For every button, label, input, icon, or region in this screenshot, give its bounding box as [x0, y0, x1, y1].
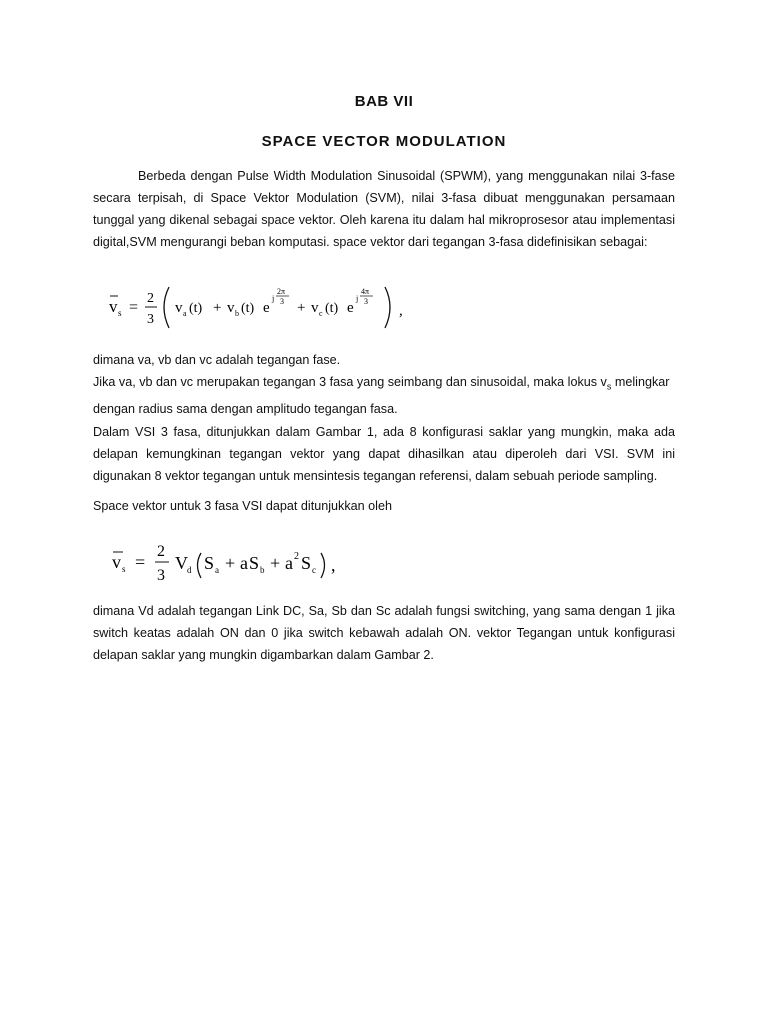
exp2-j: j [356, 294, 359, 303]
term-vc-arg: (t) [325, 301, 339, 316]
lhs-var: v [109, 297, 118, 316]
chapter-heading: BAB VII [354, 93, 414, 110]
exp-base-2: e [347, 300, 354, 316]
eq2-plus-2: + [270, 553, 281, 573]
term-vb-arg: (t) [241, 301, 255, 316]
eq2-sc-sub: c [312, 565, 316, 575]
eq2-lhs-var: v [112, 552, 121, 572]
eq2-trailing-comma: , [331, 555, 336, 575]
eq2-vd-sub: d [187, 565, 192, 575]
exp-base-1: e [263, 300, 270, 316]
paragraph-vsi-configs: Dalam VSI 3 fasa, ditunjukkan dalam Gambar 1, ada 8 konfigurasi saklar yang mungkin, maka ada delapan kemungkinan tegangan vektor yang dapat dihasilkan atau diperoleh dari VSI. SVM ini digunakan 8 vektor tegangan untuk mensintesis tegangan referensi, dalam sebuah periode sampling. [93, 425, 675, 483]
term-vb-sub: b [235, 309, 239, 318]
eq2-vd: V [175, 553, 188, 573]
trailing-comma: , [399, 303, 403, 319]
right-paren [385, 287, 390, 328]
eq2-sb-sub: b [260, 565, 265, 575]
exp2-den: 3 [364, 297, 368, 306]
eq2-lhs-sub: s [122, 564, 126, 574]
paragraph-phase-voltage-line1: dimana va, vb dan vc adalah tegangan fase. [93, 353, 341, 367]
locus-text-post: melingkar dengan radius sama dengan amplitudo tegangan fasa. [93, 375, 670, 416]
eq2-sa-sub: a [215, 565, 219, 575]
locus-sub: s [606, 381, 612, 392]
frac-den: 3 [147, 312, 154, 327]
term-vc: v [311, 300, 319, 316]
eq2-a2: a [285, 553, 293, 573]
eq2-frac-den: 3 [157, 567, 165, 584]
locus-text-pre: Jika va, vb dan vc merupakan tegangan 3 fasa yang seimbang dan sinusoidal, maka lokus v [93, 375, 607, 389]
equation-2-svg [105, 535, 375, 587]
exp2-num: 4π [361, 287, 370, 296]
plus-1: + [213, 300, 222, 316]
eq2-right-paren [321, 553, 325, 578]
frac-num: 2 [147, 291, 154, 306]
paragraph-phase-voltage [93, 349, 675, 420]
eq2-a2-sup: 2 [294, 551, 299, 562]
eq2-sc: S [301, 553, 312, 573]
eq2-frac-num: 2 [157, 543, 165, 560]
paragraph-intro: Berbeda dengan Pulse Width Modulation Sinusoidal (SPWM), yang menggunakan nilai 3-fase secara terpisah, di Space Vektor Modulation (SVM), nilai 3-fasa dibuat menggunakan persamaan tunggal yang dikenal sebagai space vektor. Oleh karena itu dalam hal mikroprosesor atau implementasi digital,SVM mengurangi beban komputasi. space vektor dari tegangan 3-fasa didefinisikan sebagai: [93, 169, 675, 249]
exp1-num: 2π [277, 287, 286, 296]
left-paren [164, 287, 169, 328]
term-va-sub: a [183, 309, 187, 318]
eq2-left-paren [198, 553, 202, 578]
plus-2: + [297, 300, 306, 316]
term-vb: v [227, 300, 235, 316]
term-va: v [175, 300, 183, 316]
exp1-den: 3 [280, 297, 284, 306]
paragraph-phase-voltage-line2 [93, 371, 675, 420]
lhs-sub: s [118, 308, 122, 318]
term-va-arg: (t) [189, 301, 203, 316]
paragraph-switching-functions: dimana Vd adalah tegangan Link DC, Sa, Sb dan Sc adalah fungsi switching, yang sama dengan 1 jika switch keatas adalah ON dan 0 jika switch kebawah adalah ON. vektor Tegangan untuk konfigurasi delapan saklar yang mungkin digambarkan dalam Gambar 2. [93, 604, 675, 662]
eq2-sa: S [204, 553, 215, 573]
section-title: SPACE VECTOR MODULATION [261, 133, 507, 150]
term-vc-sub: c [319, 309, 323, 318]
eq2-a: a [240, 553, 248, 573]
equation-space-vector-definition [105, 282, 425, 339]
eq2-sb: S [249, 553, 260, 573]
paragraph-space-vector-vsi: Space vektor untuk 3 fasa VSI dapat ditunjukkan oleh [93, 499, 392, 513]
equals-sign: = [129, 299, 139, 316]
exp1-j: j [272, 294, 275, 303]
equation-1-svg [105, 282, 425, 334]
eq2-plus-1: + [225, 553, 236, 573]
equation-space-vector-switching [105, 535, 375, 592]
eq2-equals: = [135, 552, 146, 572]
